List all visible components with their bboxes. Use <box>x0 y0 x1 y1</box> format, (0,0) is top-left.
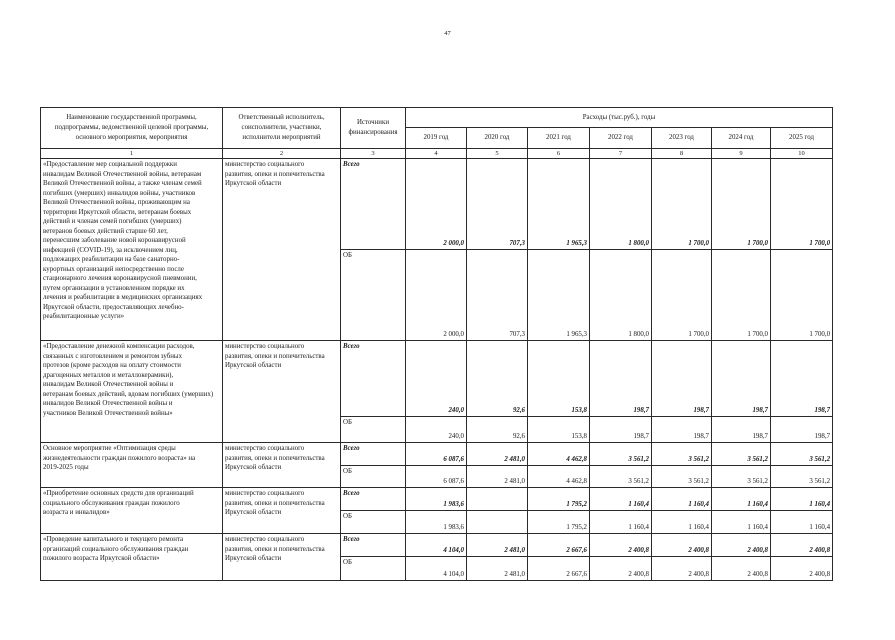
header-row <box>41 108 833 128</box>
row-3-source-2022: 3 561,2 <box>590 466 652 488</box>
row-1-total-label: Всего <box>341 159 406 250</box>
name-line: перенесшим заболевание новой коронавирусной <box>43 237 186 244</box>
row-3-name <box>41 443 223 488</box>
header-name-column <box>41 108 223 149</box>
row-5-total-2023: 2 400,8 <box>652 534 712 557</box>
name-line: протезов (кроме расходов на оплату стоимости <box>43 362 181 369</box>
header-line: исполнители мероприятий <box>242 134 321 141</box>
row-1-source-label: ОБ <box>341 250 406 341</box>
executor-line: министерство социального <box>225 445 305 452</box>
executor-line: развития, опеки и попечительства <box>225 454 325 462</box>
row-5-source-label: ОБ <box>341 557 406 581</box>
budget-table <box>40 107 833 581</box>
row-1-source-2023: 1 700,0 <box>652 250 712 341</box>
header-year-2023: 2023 год <box>652 128 712 149</box>
column-number: 7 <box>590 149 652 159</box>
executor-line: развития, опеки и попечительства <box>225 170 325 178</box>
row-4-executor <box>223 488 341 534</box>
column-number: 5 <box>467 149 528 159</box>
executor-line: министерство социального <box>225 536 305 543</box>
name-line: участников Великой Отечественной войны» <box>43 409 173 417</box>
header-expenses: Расходы (тыс.руб.), годы <box>406 108 833 128</box>
table-row <box>41 159 833 250</box>
name-line: инвалидов Великой Отечественной войны и <box>43 400 173 407</box>
row-1-source-2022: 1 800,0 <box>590 250 652 341</box>
row-5-source-2020: 2 481,0 <box>467 557 528 581</box>
name-line: путем организации в установленном порядке их <box>43 284 185 292</box>
row-3-total-2020: 2 481,0 <box>467 443 528 466</box>
row-4-name <box>41 488 223 534</box>
row-5-total-2022: 2 400,8 <box>590 534 652 557</box>
column-number: 10 <box>771 149 833 159</box>
name-line: погибших (умерших) инвалидов войны, участников <box>43 189 196 197</box>
row-4-source-2020 <box>467 511 528 534</box>
row-2-source-2025: 198,7 <box>771 417 833 443</box>
name-line: ветеранов боевых действий старше 60 лет, <box>43 227 168 235</box>
executor-line: Иркутской области <box>225 509 282 516</box>
name-line: инфекцией (COVID-19), за исключением лиц, <box>43 246 178 254</box>
row-4-total-2022: 1 160,4 <box>590 488 652 511</box>
column-number: 6 <box>528 149 590 159</box>
name-line: связанных с изготовлением и ремонтом зубных <box>43 352 183 360</box>
row-5-total-2020: 2 481,0 <box>467 534 528 557</box>
row-5-total-2019: 4 104,0 <box>406 534 467 557</box>
row-3-total-2021: 4 462,8 <box>528 443 590 466</box>
row-5-source-2023: 2 400,8 <box>652 557 712 581</box>
header-year-2025: 2025 год <box>771 128 833 149</box>
row-2-total-2021: 153,8 <box>528 341 590 417</box>
executor-line: Иркутской области <box>225 464 282 471</box>
row-3-source-label: ОБ <box>341 466 406 488</box>
row-2-total-2019: 240,0 <box>406 341 467 417</box>
row-2-total-2025: 198,7 <box>771 341 833 417</box>
executor-line: министерство социального <box>225 490 305 497</box>
name-line: инвалидам Великой Отечественной войны, ветеранам <box>43 170 202 178</box>
header-line: Источники <box>356 119 390 126</box>
row-4-total-2025: 1 160,4 <box>771 488 833 511</box>
row-4-total-2019: 1 983,6 <box>406 488 467 511</box>
column-number: 2 <box>223 149 341 159</box>
executor-line: министерство социального <box>225 343 305 350</box>
name-line: инвалидам Великой Отечественной войны и <box>43 381 174 388</box>
name-line: социального обслуживания граждан пожилого <box>43 499 180 507</box>
row-5-total-2021: 2 667,6 <box>528 534 590 557</box>
row-2-total-label: Всего <box>341 341 406 417</box>
column-number: 3 <box>341 149 406 159</box>
name-line: «Приобретение основных средств для организаций <box>43 490 194 497</box>
row-3-source-2019: 6 087,6 <box>406 466 467 488</box>
name-line: возраста и инвалидов» <box>43 509 110 516</box>
column-number: 9 <box>712 149 771 159</box>
row-4-source-2025: 1 160,4 <box>771 511 833 534</box>
row-1-source-2021: 1 965,3 <box>528 250 590 341</box>
row-3-source-2023: 3 561,2 <box>652 466 712 488</box>
header-line: Ответственный исполнитель, <box>238 114 325 121</box>
row-3-total-2022: 3 561,2 <box>590 443 652 466</box>
name-line: жизнедеятельности граждан пожилого возраста» на <box>43 454 196 462</box>
row-3-source-2020: 2 481,0 <box>467 466 528 488</box>
row-5-source-2022: 2 400,8 <box>590 557 652 581</box>
table-row <box>41 534 833 557</box>
row-5-total-2024: 2 400,8 <box>712 534 771 557</box>
name-line: организаций социального обслуживания граждан <box>43 545 189 553</box>
name-line: пожилого возраста Иркутской области» <box>43 555 160 562</box>
executor-line: развития, опеки и попечительства <box>225 352 325 360</box>
name-line: ветеранам боевых действий, вдовам погибших (умерших) <box>43 390 214 398</box>
executor-line: министерство социального <box>225 161 305 168</box>
row-3-total-label: Всего <box>341 443 406 466</box>
row-1-source-2024: 1 700,0 <box>712 250 771 341</box>
row-5-total-label: Всего <box>341 534 406 557</box>
row-2-name <box>41 341 223 443</box>
row-3-source-2021: 4 462,8 <box>528 466 590 488</box>
row-1-total-2024: 1 700,0 <box>712 159 771 250</box>
row-1-total-2020: 707,3 <box>467 159 528 250</box>
table-row <box>41 341 833 417</box>
table-row <box>41 488 833 511</box>
header-line: соисполнители, участники, <box>241 124 322 131</box>
row-1-total-2021: 1 965,3 <box>528 159 590 250</box>
row-4-total-2023: 1 160,4 <box>652 488 712 511</box>
name-line: территории Иркутской области, ветеранам боевых <box>43 208 192 216</box>
row-4-source-2022: 1 160,4 <box>590 511 652 534</box>
name-line: драгоценных металлов и металлокерамики), <box>43 371 174 379</box>
row-2-source-2024: 198,7 <box>712 417 771 443</box>
row-4-source-2024: 1 160,4 <box>712 511 771 534</box>
row-4-source-2019: 1 983,6 <box>406 511 467 534</box>
row-5-name <box>41 534 223 581</box>
header-year-2021: 2021 год <box>528 128 590 149</box>
column-number: 4 <box>406 149 467 159</box>
row-1-executor <box>223 159 341 341</box>
header-source-column <box>341 108 406 149</box>
page-number: 47 <box>444 30 451 37</box>
name-line: Основное мероприятие «Оптимизация среды <box>43 445 176 452</box>
row-2-total-2023: 198,7 <box>652 341 712 417</box>
executor-line: Иркутской области <box>225 180 282 187</box>
executor-line: развития, опеки и попечительства <box>225 545 325 553</box>
row-3-source-2024: 3 561,2 <box>712 466 771 488</box>
row-5-source-2021: 2 667,6 <box>528 557 590 581</box>
row-4-total-2024: 1 160,4 <box>712 488 771 511</box>
name-line: лечения и реабилитации в медицинских организациях <box>43 294 203 301</box>
row-3-total-2024: 3 561,2 <box>712 443 771 466</box>
name-line: действий и членам семей погибших (умерших) <box>43 218 182 225</box>
row-1-total-2023: 1 700,0 <box>652 159 712 250</box>
row-4-total-2021: 1 795,2 <box>528 488 590 511</box>
row-2-total-2022: 198,7 <box>590 341 652 417</box>
header-line: основного мероприятия, мероприятия <box>75 134 188 141</box>
name-line: 2019-2025 годы <box>43 464 89 471</box>
row-4-source-2021: 1 795,2 <box>528 511 590 534</box>
row-2-total-2024: 198,7 <box>712 341 771 417</box>
name-line: Великой Отечественной войны, проживающим на <box>43 199 190 206</box>
row-1-source-2019: 2 000,0 <box>406 250 467 341</box>
row-2-source-label: ОБ <box>341 417 406 443</box>
row-1-total-2022: 1 800,0 <box>590 159 652 250</box>
name-line: Великой Отечественной войны, а также членам семей <box>43 180 202 187</box>
row-1-total-2025: 1 700,0 <box>771 159 833 250</box>
name-line: Иркутской области, предоставляющих лечебно- <box>43 303 184 311</box>
row-4-total-2020 <box>467 488 528 511</box>
header-executor-column <box>223 108 341 149</box>
header-year-2019: 2019 год <box>406 128 467 149</box>
row-5-source-2019: 4 104,0 <box>406 557 467 581</box>
row-2-source-2019: 240,0 <box>406 417 467 443</box>
row-3-executor <box>223 443 341 488</box>
name-line: «Предоставление мер социальной поддержки <box>43 161 177 168</box>
row-2-source-2021: 153,8 <box>528 417 590 443</box>
row-1-name <box>41 159 223 341</box>
row-2-source-2020: 92,6 <box>467 417 528 443</box>
table-row <box>41 443 833 466</box>
row-1-total-2019: 2 000,0 <box>406 159 467 250</box>
row-2-total-2020: 92,6 <box>467 341 528 417</box>
column-number: 1 <box>41 149 223 159</box>
row-5-total-2025: 2 400,8 <box>771 534 833 557</box>
name-line: подлежащих реабилитации на базе санаторно- <box>43 256 180 263</box>
executor-line: развития, опеки и попечительства <box>225 499 325 507</box>
row-5-source-2024: 2 400,8 <box>712 557 771 581</box>
row-2-source-2023: 198,7 <box>652 417 712 443</box>
name-line: «Проведение капитального и текущего ремонта <box>43 536 184 543</box>
column-numbers-row <box>41 149 833 159</box>
row-3-source-2025: 3 561,2 <box>771 466 833 488</box>
header-year-2022: 2022 год <box>590 128 652 149</box>
header-line: подпрограммы, ведомственной целевой программы, <box>54 124 209 131</box>
row-5-source-2025: 2 400,8 <box>771 557 833 581</box>
name-line: «Предоставление денежной компенсации расходов, <box>43 343 195 350</box>
column-number: 8 <box>652 149 712 159</box>
row-2-source-2022: 198,7 <box>590 417 652 443</box>
row-4-source-label: ОБ <box>341 511 406 534</box>
row-5-executor <box>223 534 341 581</box>
row-4-source-2023: 1 160,4 <box>652 511 712 534</box>
row-1-source-2020: 707,3 <box>467 250 528 341</box>
executor-line: Иркутской области <box>225 362 282 369</box>
name-line: курортных организаций непосредственно после <box>43 265 184 273</box>
row-3-total-2025: 3 561,2 <box>771 443 833 466</box>
row-3-total-2023: 3 561,2 <box>652 443 712 466</box>
name-line: реабилитационные услуги» <box>43 313 125 320</box>
row-3-total-2019: 6 087,6 <box>406 443 467 466</box>
header-year-2024: 2024 год <box>712 128 771 149</box>
name-line: стационарного лечения коронавирусной пневмонии, <box>43 275 197 282</box>
row-1-source-2025: 1 700,0 <box>771 250 833 341</box>
row-4-total-label: Всего <box>341 488 406 511</box>
header-year-2020: 2020 год <box>467 128 528 149</box>
header-line: Наименование государственной программы, <box>66 114 197 121</box>
executor-line: Иркутской области <box>225 555 282 562</box>
row-2-executor <box>223 341 341 443</box>
header-line: финансирования <box>348 129 398 136</box>
